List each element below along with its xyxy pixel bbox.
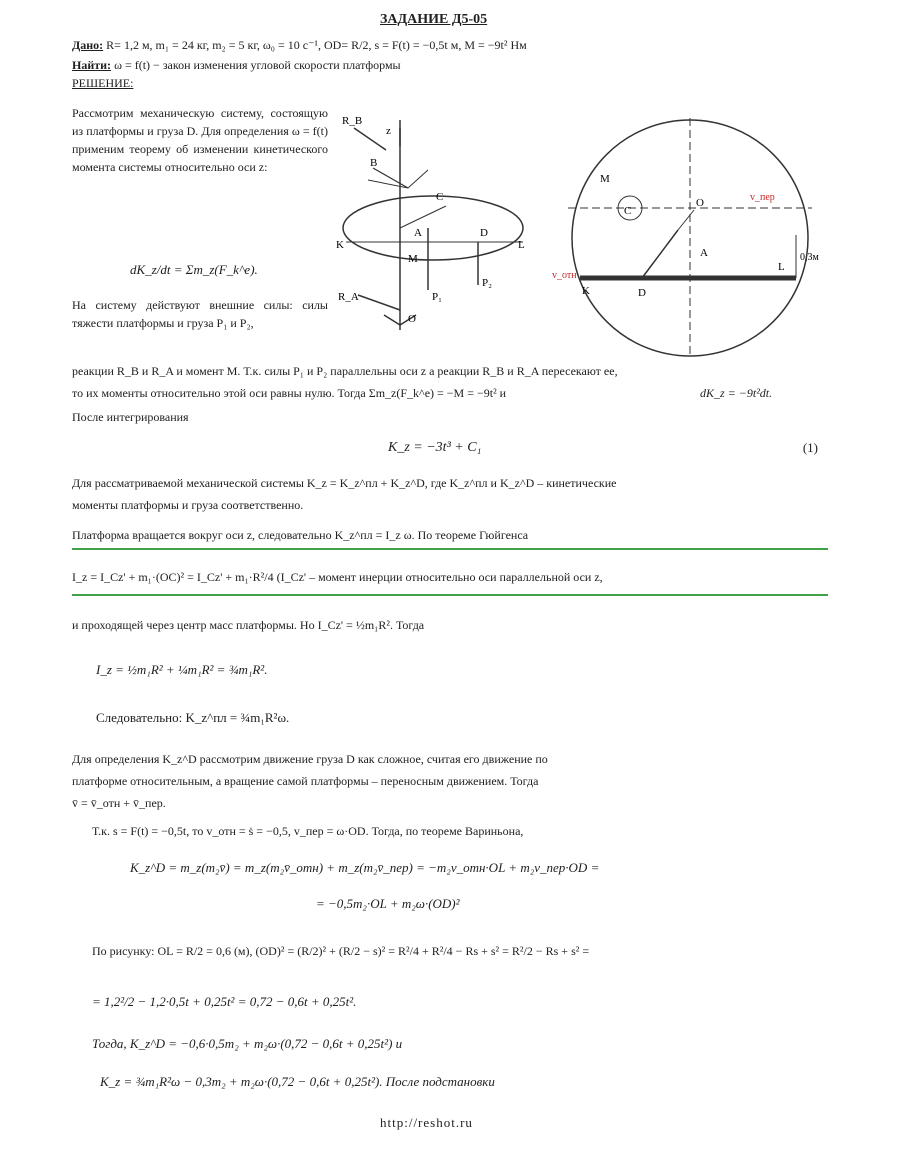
label-a2: A xyxy=(700,247,708,259)
system-momentum-line: Для рассматриваемой механической системы K_z = K_z^пл + K_z^D, где K_z^пл и K_z^D – кинетические xyxy=(72,476,617,490)
find-text: ω = f(t) − закон изменения угловой скорости платформы xyxy=(114,58,401,72)
center-mass-line: и проходящей через центр масс платформы. Но I_Cz' = ½m₁R². Тогда xyxy=(72,618,425,632)
solution-label: РЕШЕНИЕ: xyxy=(72,76,134,90)
label-dim: 0,3м xyxy=(800,252,819,263)
equation-4: I_z = ½m₁R² + ¼m₁R² = ¾m₁R². xyxy=(96,662,268,677)
label-k: K xyxy=(336,239,344,251)
radius-line xyxy=(400,206,446,228)
label-ra: R_A xyxy=(338,291,359,303)
velocity-sum: v̄ = v̄_отн + v̄_пер. xyxy=(72,796,166,810)
top-view-figure xyxy=(552,110,820,370)
moments-line: то их моменты относительно этой оси равны нулю. Тогда Σm_z(F_k^e) = −M = −9t² и xyxy=(72,386,507,400)
page-title: ЗАДАНИЕ Д5-05 xyxy=(380,12,488,27)
label-p1: P₁ xyxy=(432,291,442,303)
label-c2: C xyxy=(624,205,632,217)
label-vpr: v_пер xyxy=(750,192,775,203)
equation-8: = 1,2²/2 − 1,2·0,5t + 0,25t² = 0,72 − 0,6t + 0,25t². xyxy=(92,994,357,1009)
equation-3-number: (1) xyxy=(802,440,818,455)
given-line xyxy=(72,38,527,53)
label-b: B xyxy=(370,157,378,169)
label-d2: D xyxy=(638,287,646,299)
equation-10: K_z = ¾m₁R²ω − 0,3m₂ + m₂ω·(0,72 − 0,6t + 0,25t²). После подстановки xyxy=(100,1074,495,1089)
given-label: Дано: xyxy=(72,38,104,52)
figure-geometry-line: По рисунку: OL = R/2 = 0,6 (м), (OD)² = (R/2)² + (R/2 − s)² = R²/4 + R²/4 − Rs + s² = R²/2 − Rs + s² = xyxy=(92,944,590,958)
label-o2: O xyxy=(696,197,704,209)
label-d: D xyxy=(480,227,488,239)
complex-motion-line: Для определения K_z^D рассмотрим движение груза D как сложное, считая его движение по xyxy=(72,752,548,766)
label-vot: v_отн xyxy=(552,270,577,281)
equation-5: Следовательно: K_z^пл = ¾m₁R²ω. xyxy=(96,710,290,725)
varignon-line: Т.к. s = F(t) = −0,5t, то v_отн = ṡ = −0,5, v_пер = ω·OD. Тогда, по теореме Вариньона, xyxy=(92,824,524,838)
given-text: R= 1,2 м, m₁ = 24 кг, m₂ = 5 кг, ω₀ = 10 с⁻¹, OD= R/2, s = F(t) = −0,5t м, M = −9t² Нм xyxy=(106,38,527,52)
label-m: M xyxy=(408,253,418,265)
label-rb: R_B xyxy=(342,115,363,127)
huygens-line: Платформа вращается вокруг оси z, следовательно K_z^пл = I_z ω. По теореме Гюйгенса xyxy=(72,528,529,542)
platform-ellipse xyxy=(343,196,523,260)
label-z: z xyxy=(386,125,391,137)
label-a: A xyxy=(414,227,422,239)
moment-arrow xyxy=(368,170,428,188)
system-momentum-cont: моменты платформы и груза соответственно. xyxy=(72,498,304,512)
ra-arrow xyxy=(358,295,400,310)
highlight-underline-1 xyxy=(72,548,828,550)
equation-2: dK_z = −9t²dt. xyxy=(700,386,773,400)
equation-9: Тогда, K_z^D = −0,6·0,5m₂ + m₂ω·(0,72 − 0,6t + 0,25t²) и xyxy=(92,1036,403,1051)
label-c: C xyxy=(436,191,444,203)
label-l: L xyxy=(518,239,525,251)
equation-1: dK_z/dt = Σm_z(F_k^e). xyxy=(130,262,258,277)
footer-link[interactable]: http://reshot.ru xyxy=(380,1115,473,1130)
equation-3: K_z = −3t³ + C₁ xyxy=(388,440,482,455)
reactions-line: реакции R_B и R_A и момент M. Т.к. силы P₁ и P₂ параллельны оси z а реакции R_B и R_A пересекают ее, xyxy=(72,364,618,378)
find-line xyxy=(72,58,401,73)
label-l2: L xyxy=(778,261,785,273)
inertia-line: I_z = I_Cz' + m₁·(OC)² = I_Cz' + m₁·R²/4 (I_Cz' – момент инерции относительно оси параллельной оси z, xyxy=(72,570,603,584)
platform-figure xyxy=(328,110,538,340)
forces-paragraph: На систему действуют внешние силы: силы тяжести платформы и груза P₁ и P₂, xyxy=(72,298,328,330)
vpr-arrow xyxy=(642,230,678,278)
label-p2: P₂ xyxy=(482,277,492,289)
complex-motion-cont: платформе относительным, а вращение самой платформы – переносным движением. Тогда xyxy=(72,774,539,788)
label-m2: M xyxy=(600,173,610,185)
intro-paragraph: Рассмотрим механическую систему, состоящую из платформы и груза D. Для определения ω = f(t) применим теорему об изменении кинетического момента системы относительно оси z: xyxy=(72,106,328,174)
find-label: Найти: xyxy=(72,58,112,72)
after-integration-text: После интегрирования xyxy=(72,410,189,424)
radius-od-line xyxy=(678,210,694,230)
rb-arrow xyxy=(354,128,386,150)
highlight-underline-2 xyxy=(72,594,828,596)
equation-7: = −0,5m₂·OL + m₂ω·(OD)² xyxy=(316,896,460,911)
label-k2: K xyxy=(582,285,590,297)
label-o: O xyxy=(408,313,416,325)
equation-6: K_z^D = m_z(m₂v̄) = m_z(m₂v̄_отн) + m_z(m₂v̄_пер) = −m₂v_отн·OL + m₂v_пер·OD = xyxy=(130,860,600,875)
